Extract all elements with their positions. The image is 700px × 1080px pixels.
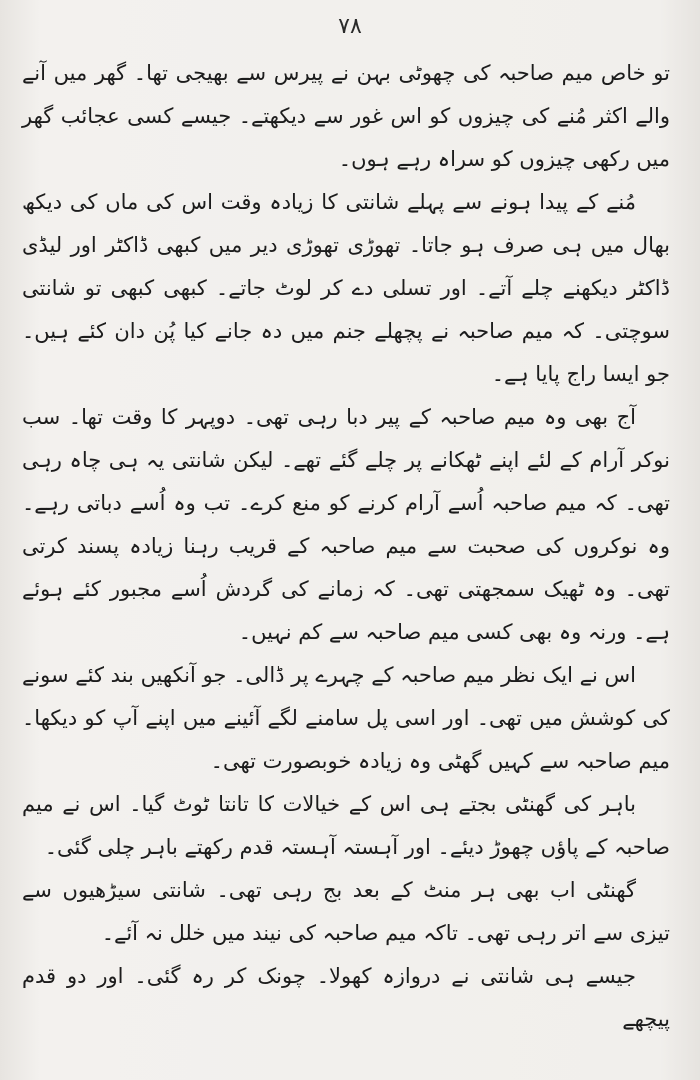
paragraph: جیسے ہی شانتی نے دروازہ کھولا۔ چونک کر رہ گئی۔ اور دو قدم پیچھے (22, 964, 670, 1031)
urdu-body-text (22, 52, 670, 1041)
paragraph: تو خاص میم صاحبہ کی چھوٹی بہن نے پیرس سے بھیجی تھا۔ گھر میں آنے والے اکثر مُنے کی چیزوں کو اس غور سے دیکھتے۔ جیسے کسی عجائب گھر میں رکھی چیزوں کو سراہ رہے ہوں۔ (22, 61, 670, 171)
paragraph: اس نے ایک نظر میم صاحبہ کے چہرے پر ڈالی۔ جو آنکھیں بند کئے سونے کی کوشش میں تھی۔ اور اسی پل سامنے لگے آئینے میں اپنے آپ کو دیکھا۔ میم صاحبہ سے کہیں گھٹی وہ زیادہ خوبصورت تھی۔ (22, 663, 670, 773)
paragraph: آج بھی وہ میم صاحبہ کے پیر دبا رہی تھی۔ دوپہر کا وقت تھا۔ سب نوکر آرام کے لئے اپنے ٹھکانے پر چلے گئے تھے۔ لیکن شانتی یہ ہی چاہ رہی تھی۔ کہ میم صاحبہ اُسے آرام کرنے کو منع کرے۔ تب وہ اُسے دباتی رہے۔ وہ نوکروں کی صحبت سے میم صاحبہ کے قریب رہنا زیادہ پسند کرتی تھی۔ وہ ٹھیک سمجھتی تھی۔ کہ زمانے کی گردش اُسے مجبور کئے ہوئے ہے۔ ورنہ وہ بھی کسی میم صاحبہ سے کم نہیں۔ (22, 405, 670, 644)
paragraph: باہر کی گھنٹی بجتے ہی اس کے خیالات کا تانتا ٹوٹ گیا۔ اس نے میم صاحبہ کے پاؤں چھوڑ دیئے۔ اور آہستہ آہستہ قدم رکھتے باہر چلی گئی۔ (22, 792, 670, 859)
paragraph: گھنٹی اب بھی ہر منٹ کے بعد بج رہی تھی۔ شانتی سیڑھیوں سے تیزی سے اتر رہی تھی۔ تاکہ میم صاحبہ کی نیند میں خلل نہ آئے۔ (22, 878, 670, 945)
paragraph: مُنے کے پیدا ہونے سے پہلے شانتی کا زیادہ وقت اس کی ماں کی دیکھ بھال میں ہی صرف ہو جاتا۔ تھوڑی تھوڑی دیر میں کبھی ڈاکٹر اور لیڈی ڈاکٹر دیکھنے چلے آتے۔ اور تسلی دے کر لوٹ جاتے۔ کبھی کبھی تو شانتی سوچتی۔ کہ میم صاحبہ نے پچھلے جنم میں دہ جانے کیا پُن دان کئے ہیں۔ جو ایسا راج پایا ہے۔ (22, 190, 670, 386)
page-number: ۷۸ (338, 14, 362, 39)
